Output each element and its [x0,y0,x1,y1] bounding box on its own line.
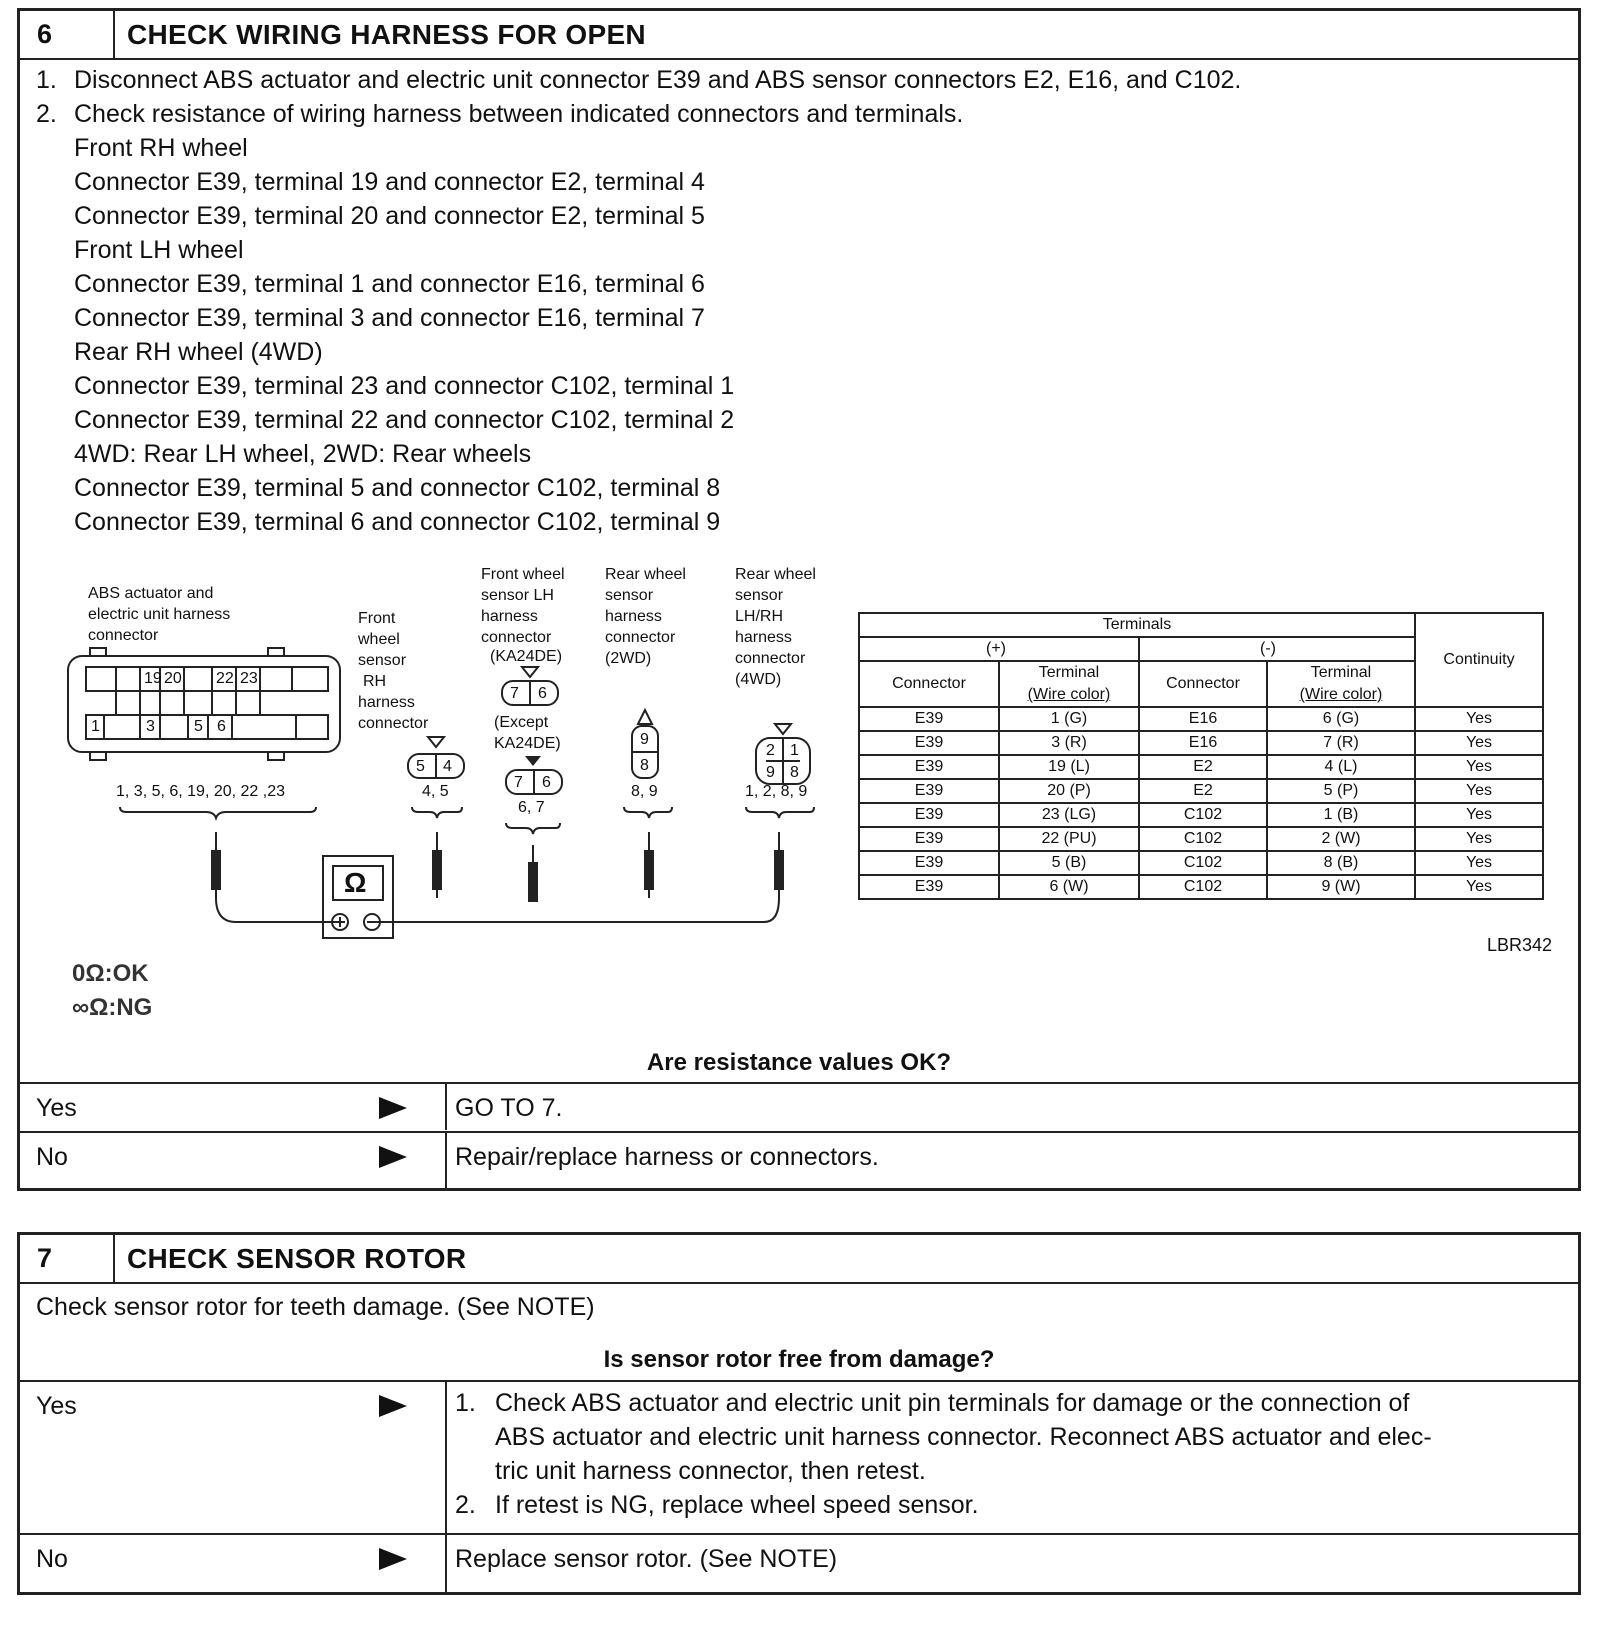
table-row: E39 19 (L) E2 4 (L) Yes [859,755,1543,779]
arrow-icon [379,1097,407,1119]
step-number: 6 [20,11,115,58]
table-row: E39 23 (LG) C102 1 (B) Yes [859,803,1543,827]
abs-pin: 20 [164,670,182,687]
table-header-continuity: Continuity [1415,613,1543,707]
question-rotor: Is sensor rotor free from damage? [603,1346,995,1373]
abs-pin: 19 [144,670,162,687]
front-lh-pin: 7 [510,685,519,702]
ng-criterion: ∞Ω:NG [72,994,153,1021]
wheel-heading: 4WD: Rear LH wheel, 2WD: Rear wheels [74,440,532,468]
connector-pair: Connector E39, terminal 22 and connector C102, terminal 2 [74,406,735,434]
connector-pair: Connector E39, terminal 23 and connector C102, terminal 1 [74,372,735,400]
table-header-minus: (-) [1139,637,1415,661]
arrow-icon [379,1395,407,1417]
rear-4wd-pin: 8 [790,764,799,781]
front-lh-pin: 6 [538,685,547,702]
abs-pin: 6 [217,718,226,735]
table-row: E39 1 (G) E16 6 (G) Yes [859,707,1543,731]
table-header-plus: (+) [859,637,1139,661]
wheel-heading: Rear RH wheel (4WD) [74,338,323,366]
abs-pin: 23 [240,670,258,687]
answer-yes: Yes [36,1094,77,1122]
instruction-step: 2. Check resistance of wiring harness between indicated connectors and terminals. [36,100,964,128]
abs-pin: 5 [194,718,203,735]
instruction-text: Check sensor rotor for teeth damage. (See NOTE) [36,1293,595,1321]
front-rh-pin: 4 [443,758,452,775]
figure-id: LBR342 [1487,935,1553,955]
front-rh-terminals: 4, 5 [422,783,449,800]
answer-row-yes [17,1082,1581,1130]
section-header [20,1235,1578,1284]
table-row: E39 22 (PU) C102 2 (W) Yes [859,827,1543,851]
abs-terminals: 1, 3, 5, 6, 19, 20, 22 ,23 [116,783,286,800]
table-row: E39 6 (W) C102 9 (W) Yes [859,875,1543,899]
rear-4wd-pin: 1 [790,742,799,759]
answer-no: No [36,1545,68,1573]
front-rh-pin: 5 [416,758,425,775]
arrow-icon [379,1548,407,1570]
abs-pin: 22 [216,670,234,687]
result-text: GO TO 7. [445,1084,1578,1130]
rear-2wd-pin: 9 [640,731,649,748]
ohm-icon: Ω [344,867,367,898]
abs-pin: 3 [146,718,155,735]
front-lh-variant-other: (Except KA24DE) [494,714,561,752]
section-title: CHECK SENSOR ROTOR [127,1243,467,1274]
connector-pair: Connector E39, terminal 20 and connector E2, terminal 5 [74,202,705,230]
connector-pair: Connector E39, terminal 19 and connector E2, terminal 4 [74,168,705,196]
rear-2wd-terminals: 8, 9 [631,783,658,800]
result-text: Repair/replace harness or connectors. [445,1133,1578,1188]
table-row: E39 20 (P) E2 5 (P) Yes [859,779,1543,803]
connector-pair: Connector E39, terminal 1 and connector E16, terminal 6 [74,270,705,298]
result-item: 2. If retest is NG, replace wheel speed sensor. [455,1491,979,1519]
arrow-icon [379,1146,407,1168]
answer-no: No [36,1143,68,1171]
rear-4wd-pin: 9 [766,764,775,781]
table-header-connector: Connector [1139,661,1267,707]
result-item: 1. Check ABS actuator and electric unit pin terminals for damage or the connection of ABS actuator and electric unit harness connector. Reconnect ABS actuator and elec- tric unit harness connector, then retest. [455,1389,1432,1485]
table-row: E39 3 (R) E16 7 (R) Yes [859,731,1543,755]
connector-pair: Connector E39, terminal 6 and connector C102, terminal 9 [74,508,721,536]
wheel-heading: Front LH wheel [74,236,244,264]
question-resistance: Are resistance values OK? [646,1049,952,1076]
instruction-step: 1. Disconnect ABS actuator and electric unit connector E39 and ABS sensor connectors E2, E16, and C102. [36,66,1242,94]
answer-row-no [20,1533,1578,1594]
rear-4wd-terminals: 1, 2, 8, 9 [745,783,808,800]
front-lh-pin: 6 [542,774,551,791]
table-header-connector: Connector [859,661,999,707]
front-lh-label: Front wheel sensor LH harness connector [481,566,565,646]
table-header-terminal: Terminal (Wire color) [1267,661,1415,707]
table-row: E39 5 (B) C102 8 (B) Yes [859,851,1543,875]
ok-criterion: 0Ω:OK [72,960,149,987]
answer-row-yes [20,1380,1578,1534]
result-text: Replace sensor rotor. (See NOTE) [445,1535,1578,1594]
connector-pair: Connector E39, terminal 3 and connector E16, terminal 7 [74,304,705,332]
wheel-heading: Front RH wheel [74,134,248,162]
result-list [445,1382,1578,1534]
rear-4wd-pin: 2 [766,742,775,759]
answer-row-no [17,1131,1581,1188]
abs-pin: 1 [91,718,100,735]
step-number: 7 [20,1235,115,1282]
front-lh-variant-ka24de: (KA24DE) [490,648,563,665]
section-check-sensor-rotor [17,1232,1581,1595]
section-title: CHECK WIRING HARNESS FOR OPEN [127,19,646,50]
table-header-terminal: Terminal (Wire color) [999,661,1139,707]
front-lh-terminals: 6, 7 [518,799,545,816]
rear-2wd-pin: 8 [640,757,649,774]
front-rh-label: Front wheel sensor RH harness connector [358,610,429,732]
connector-pair: Connector E39, terminal 5 and connector C102, terminal 8 [74,474,721,502]
rear-4wd-label: Rear wheel sensor LH/RH harness connector (4WD) [735,566,816,688]
continuity-table [858,612,1544,900]
front-lh-pin: 7 [514,774,523,791]
rear-2wd-label: Rear wheel sensor harness connector (2WD) [605,566,686,667]
abs-connector-label: ABS actuator and electric unit harness connector [88,585,231,644]
table-header-terminals: Terminals [859,613,1415,637]
answer-yes: Yes [36,1392,77,1420]
